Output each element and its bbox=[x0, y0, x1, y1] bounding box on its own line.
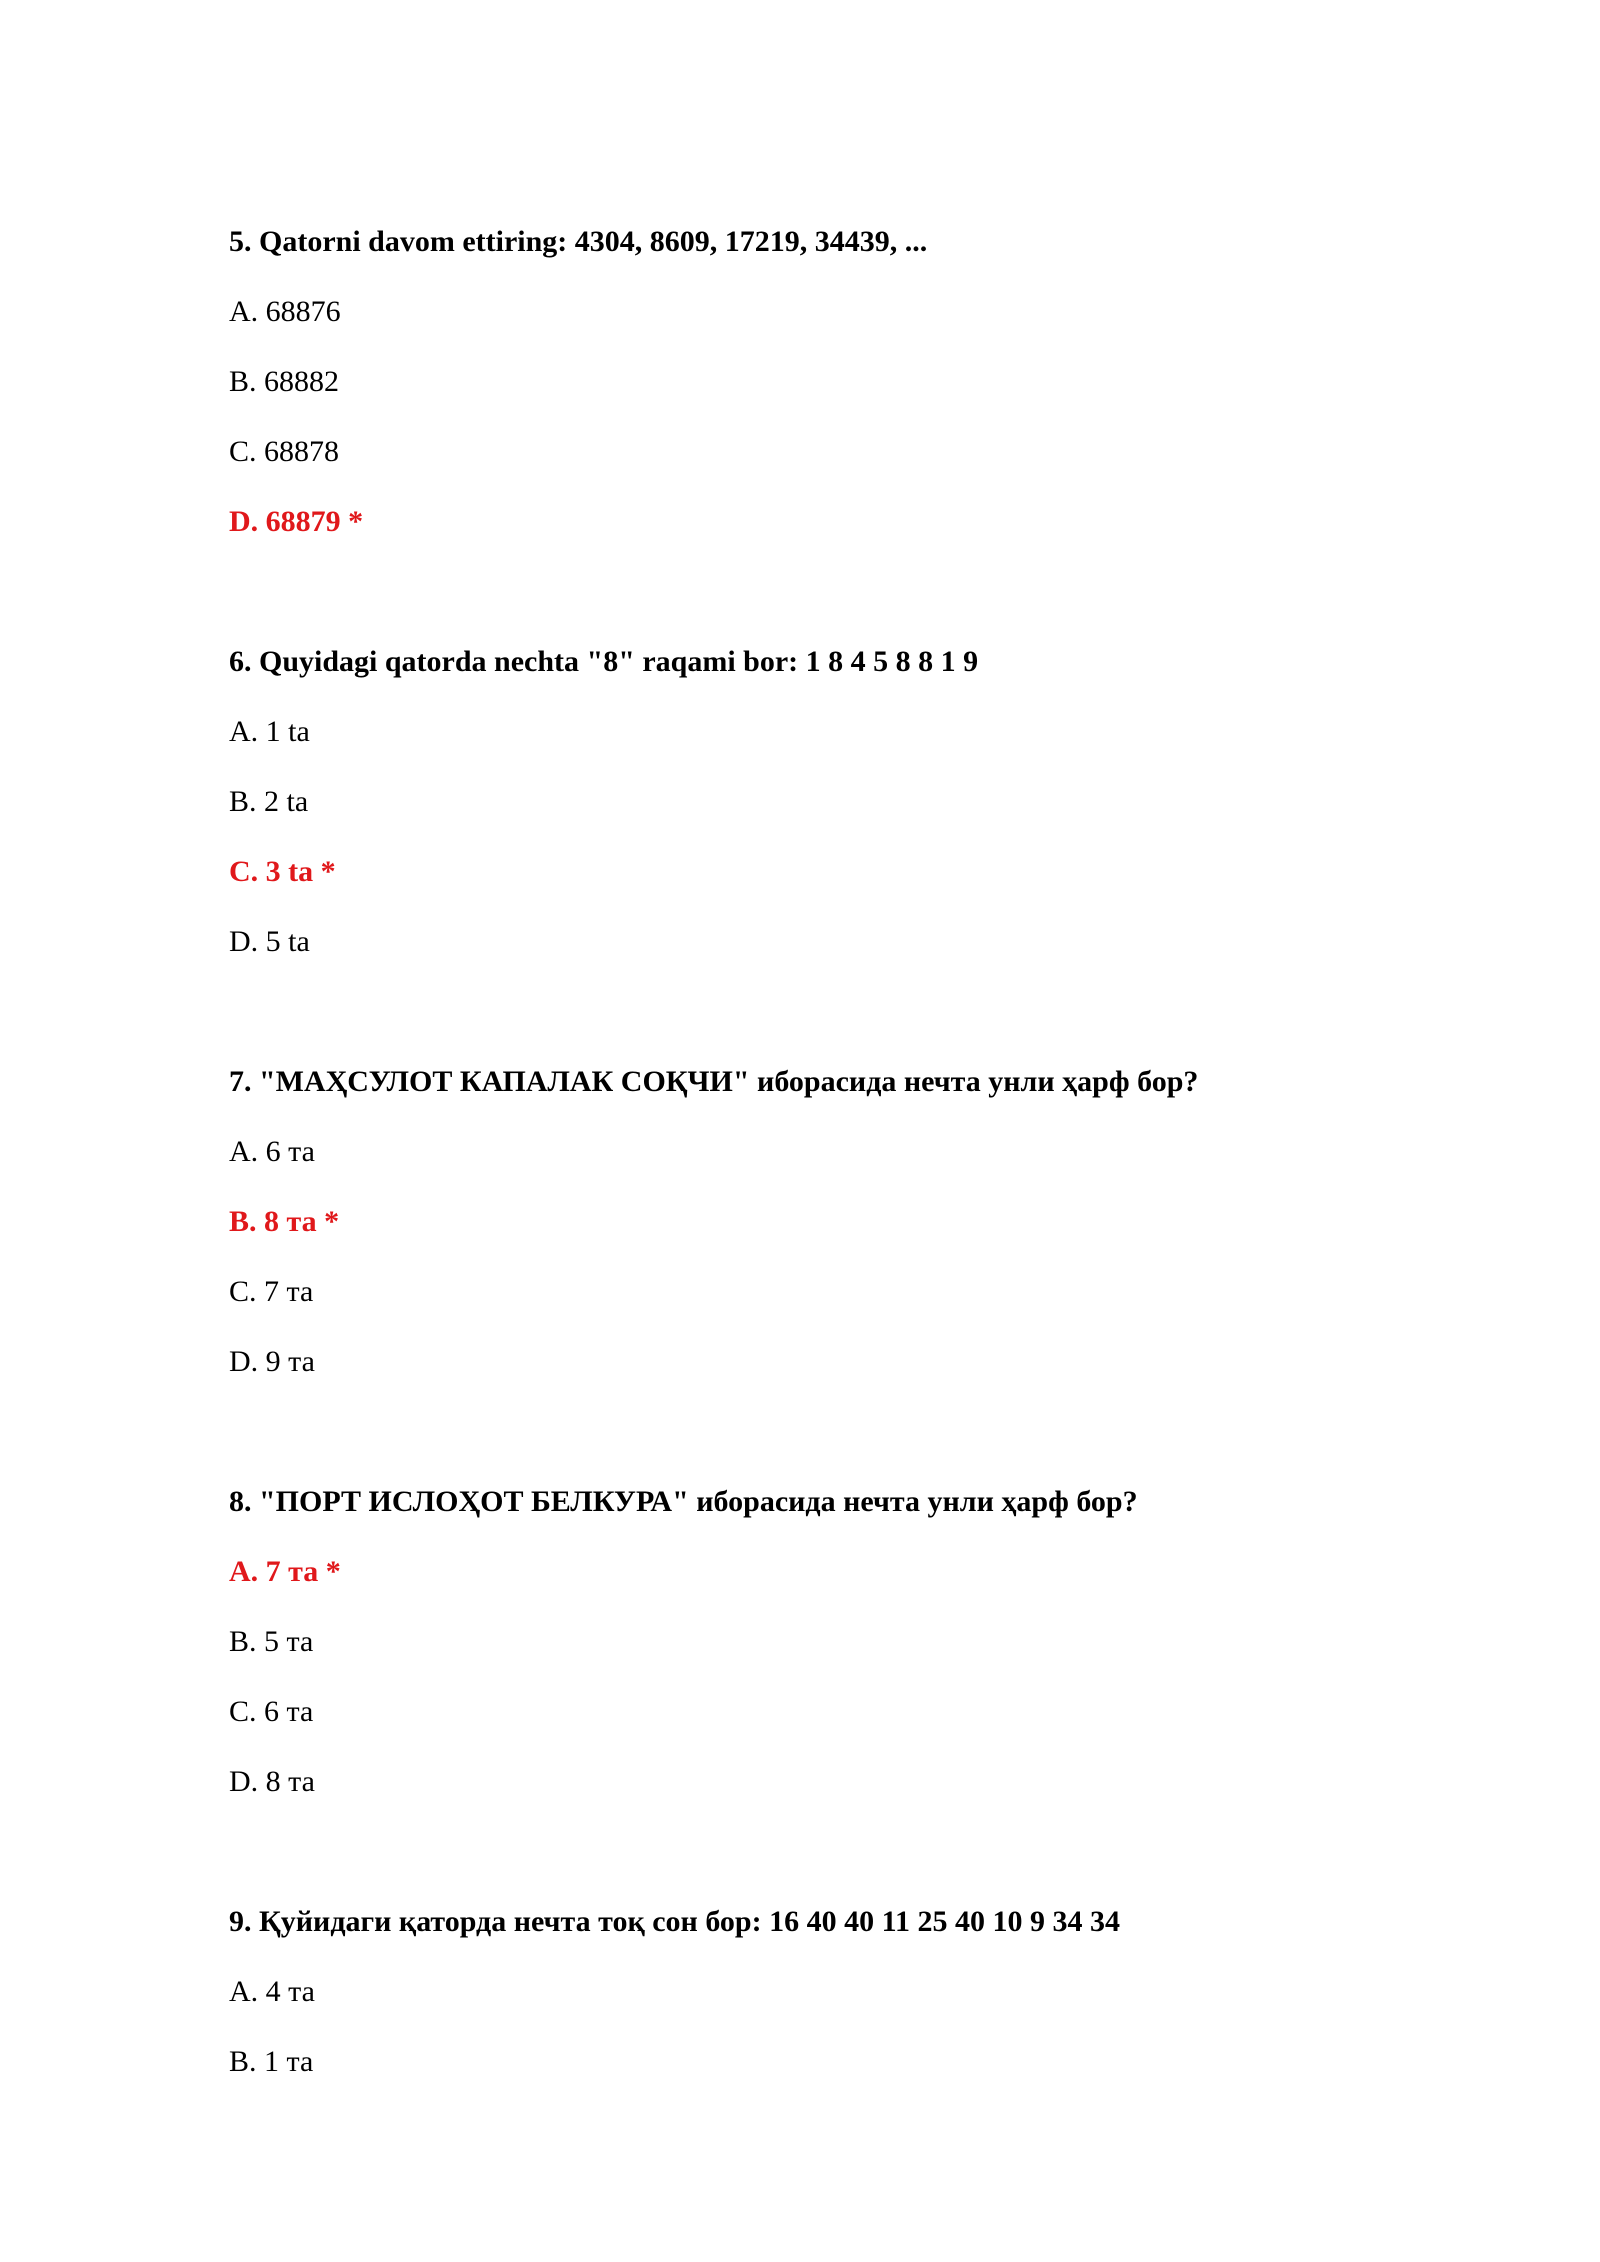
question-6-option-d: D. 5 ta bbox=[229, 925, 310, 958]
question-6-option-a: A. 1 ta bbox=[229, 715, 310, 748]
question-7-option-b-correct: B. 8 та * bbox=[229, 1205, 340, 1238]
question-8-option-c: C. 6 та bbox=[229, 1695, 314, 1728]
question-9-option-b: B. 1 та bbox=[229, 2045, 314, 2078]
question-5-option-c: C. 68878 bbox=[229, 435, 340, 468]
question-8-option-a-correct: A. 7 та * bbox=[229, 1555, 341, 1588]
question-8-option-b: B. 5 та bbox=[229, 1625, 314, 1658]
question-7-text: 7. "МАҲСУЛОТ КАПАЛАК СОҚЧИ" иборасида нечта унли ҳарф бор? bbox=[229, 1065, 1199, 1098]
question-9-text: 9. Қуйидаги қаторда нечта тоқ сон бор: 16 40 40 11 25 40 10 9 34 34 bbox=[229, 1905, 1120, 1938]
question-8-text: 8. "ПОРТ ИСЛОҲОТ БЕЛКУРА" иборасида нечта унли ҳарф бор? bbox=[229, 1485, 1138, 1518]
question-8-option-d: D. 8 та bbox=[229, 1765, 315, 1798]
question-5-text: 5. Qatorni davom ettiring: 4304, 8609, 17219, 34439, ... bbox=[229, 225, 928, 258]
question-9-option-a: A. 4 та bbox=[229, 1975, 315, 2008]
question-5-option-d-correct: D. 68879 * bbox=[229, 505, 364, 538]
question-7-option-a: A. 6 та bbox=[229, 1135, 315, 1168]
question-6-option-c-correct: C. 3 ta * bbox=[229, 855, 336, 888]
question-6-option-b: B. 2 ta bbox=[229, 785, 309, 818]
question-7-option-c: C. 7 та bbox=[229, 1275, 314, 1308]
question-5-option-b: B. 68882 bbox=[229, 365, 340, 398]
question-5-option-a: A. 68876 bbox=[229, 295, 341, 328]
question-7-option-d: D. 9 та bbox=[229, 1345, 315, 1378]
question-6-text: 6. Quyidagi qatorda nechta "8" raqami bor: 1 8 4 5 8 8 1 9 bbox=[229, 645, 979, 678]
